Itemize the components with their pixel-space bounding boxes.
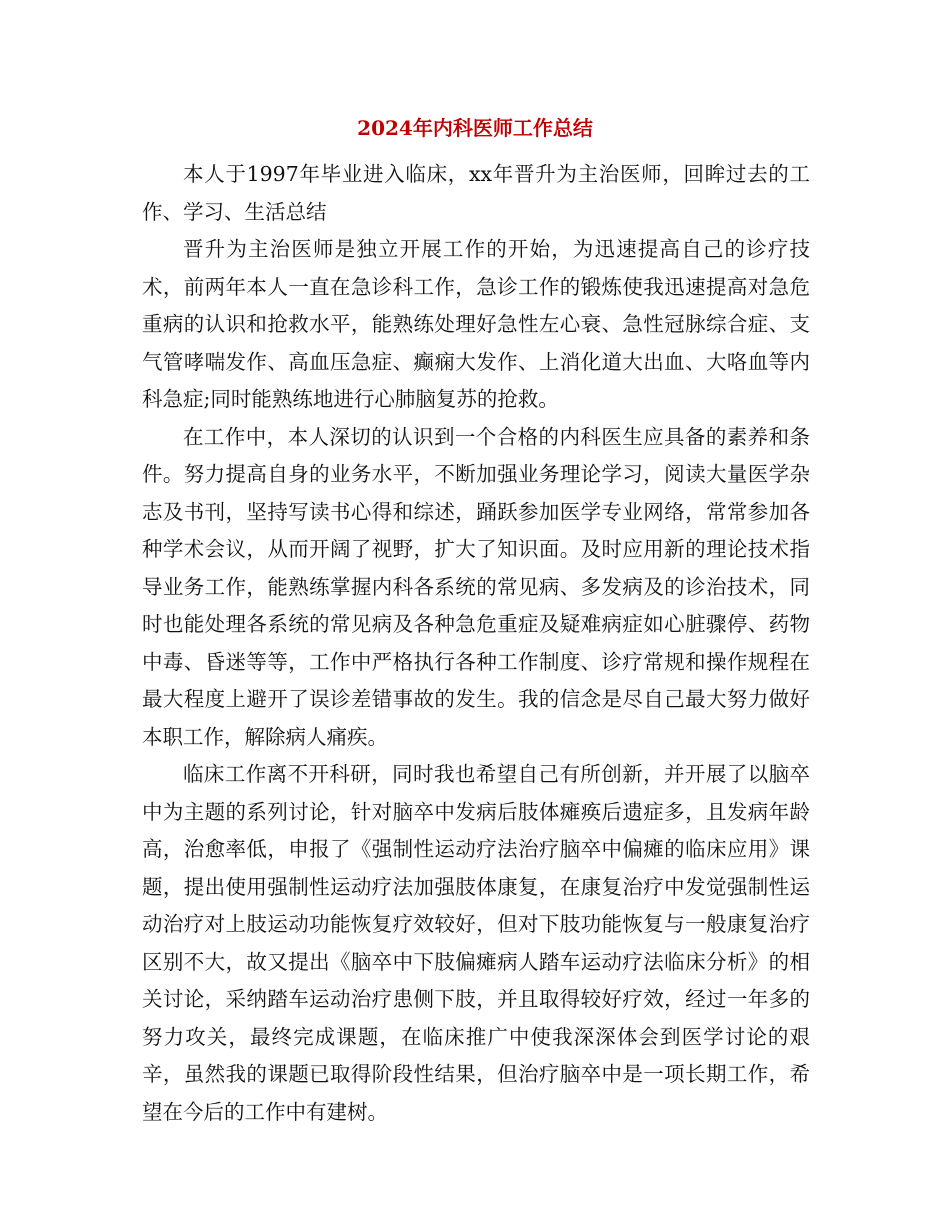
paragraph-professional-development: 在工作中，本人深切的认识到一个合格的内科医生应具备的素养和条件。努力提高自身的业务水平，不断加强业务理论学习，阅读大量医学杂志及书刊，坚持写读书心得和综述，踊跃参加医学专业网络，常常参加各种学术会议，从而开阔了视野，扩大了知识面。及时应用新的理论技术指导业务工作，能熟练掌握内科各系统的常见病、多发病及的诊治技术，同时也能处理各系统的常见病及各种急危重症及疑难病症如心脏骤停、药物中毒、昏迷等等，工作中严格执行各种工作制度、诊疗常规和操作规程在最大程度上避开了误诊差错事故的发生。我的信念是尽自己最大努力做好本职工作，解除病人痛疾。 bbox=[142, 424, 810, 749]
document-title: 2024年内科医师工作总结 bbox=[357, 116, 593, 140]
paragraph-intro: 本人于1997年毕业进入临床，xx年晋升为主治医师，回眸过去的工作、学习、生活总结 bbox=[142, 162, 810, 224]
paragraph-emergency-work: 晋升为主治医师是独立开展工作的开始，为迅速提高自己的诊疗技术，前两年本人一直在急诊科工作，急诊工作的锻炼使我迅速提高对急危重病的认识和抢救水平，能熟练处理好急性左心衰、急性冠脉综合症、支气管哮喘发作、高血压急症、癫痫大发作、上消化道大出血、大咯血等内科急症;同时能熟练地进行心肺脑复苏的抢救。 bbox=[142, 237, 810, 411]
document-body bbox=[142, 156, 810, 1131]
paragraph-research: 临床工作离不开科研，同时我也希望自己有所创新，并开展了以脑卒中为主题的系列讨论，针对脑卒中发病后肢体瘫痪后遗症多，且发病年龄高，治愈率低，申报了《强制性运动疗法治疗脑卒中偏瘫的临床应用》课题，提出使用强制性运动疗法加强肢体康复，在康复治疗中发觉强制性运动治疗对上肢运动功能恢复疗效较好，但对下肢功能恢复与一般康复治疗区别不大，故又提出《脑卒中下肢偏瘫病人踏车运动疗法临床分析》的相关讨论，采纳踏车运动治疗患侧下肢，并且取得较好疗效，经过一年多的努力攻关，最终完成课题，在临床推广中使我深深体会到医学讨论的艰辛，虽然我的课题已取得阶段性结果，但治疗脑卒中是一项长期工作，希望在今后的工作中有建树。 bbox=[142, 762, 810, 1124]
